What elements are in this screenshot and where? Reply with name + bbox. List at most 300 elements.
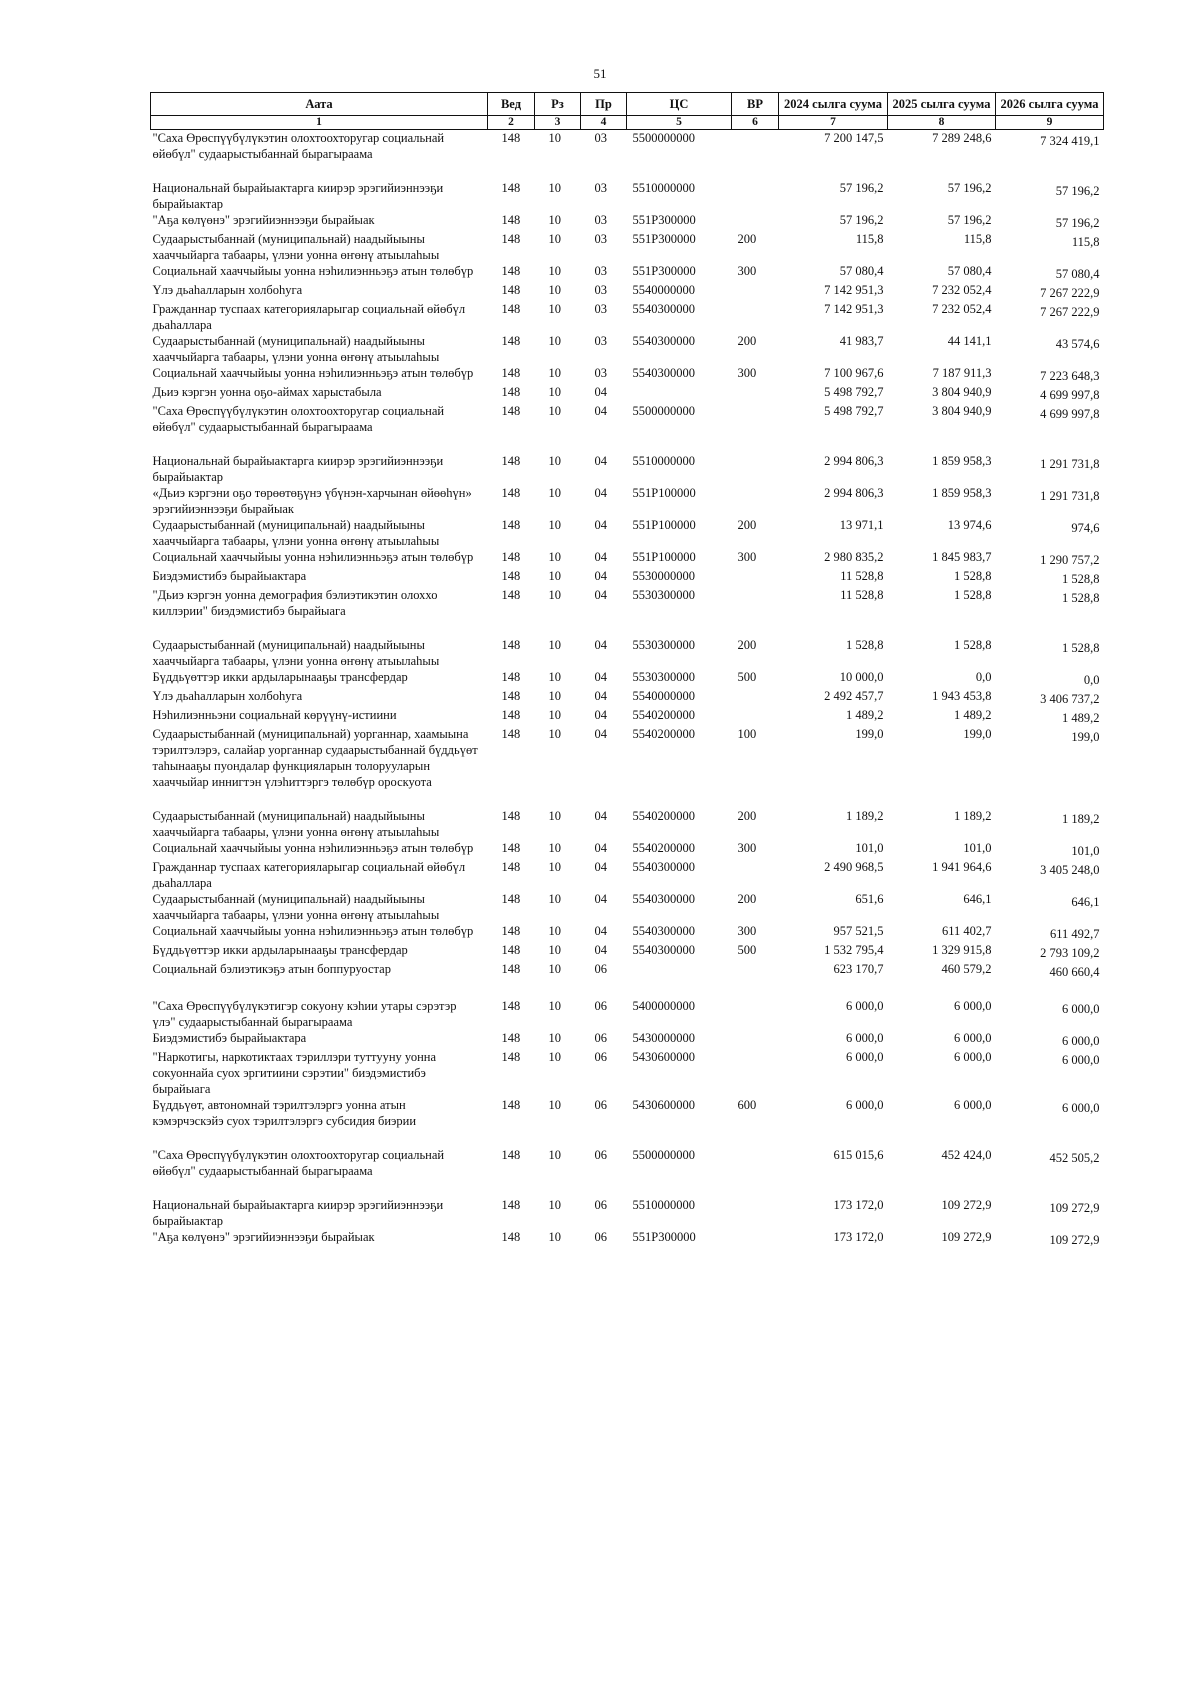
row-name: Судаарыстыбаннай (муниципальнай) наадыйыыны хааччыйарга табаары, үлэни уонна өҥөнү атыылаһыы bbox=[152, 809, 440, 839]
row-amount-2025: 44 141,1 bbox=[947, 334, 992, 348]
row-vr: 300 bbox=[737, 264, 757, 278]
row-rz: 10 bbox=[548, 924, 561, 938]
table-row bbox=[151, 859, 1104, 891]
table-row bbox=[151, 301, 1104, 333]
table-row bbox=[151, 961, 1104, 980]
table-row bbox=[151, 669, 1104, 688]
row-vr bbox=[732, 384, 779, 403]
row-amount-2026: 109 272,9 bbox=[1049, 1233, 1100, 1247]
row-pr: 03 bbox=[594, 181, 607, 195]
row-pr: 06 bbox=[594, 1031, 607, 1045]
row-amount-2024: 101,0 bbox=[855, 841, 884, 855]
row-amount-2026: 1 290 757,2 bbox=[1040, 553, 1100, 567]
row-vr: 300 bbox=[737, 550, 757, 564]
row-cs: 551P100000 bbox=[632, 550, 696, 564]
table-row bbox=[151, 840, 1104, 859]
row-vr: 200 bbox=[737, 638, 757, 652]
row-amount-2026: 6 000,0 bbox=[1062, 1101, 1100, 1115]
header-2025: 2025 сылга суума bbox=[888, 93, 996, 116]
row-pr: 04 bbox=[594, 550, 607, 564]
row-ved: 148 bbox=[501, 486, 521, 500]
row-rz: 10 bbox=[548, 860, 561, 874]
row-cs: 5540300000 bbox=[632, 924, 695, 938]
row-ved: 148 bbox=[501, 1198, 521, 1212]
column-number-row bbox=[151, 116, 1104, 130]
header-name: Аата bbox=[151, 93, 488, 116]
row-pr: 04 bbox=[594, 860, 607, 874]
row-amount-2025: 57 196,2 bbox=[947, 213, 992, 227]
row-amount-2026: 1 528,8 bbox=[1062, 591, 1100, 605]
row-amount-2026: 4 699 997,8 bbox=[1040, 407, 1100, 421]
row-amount-2024: 11 528,8 bbox=[840, 588, 884, 602]
row-vr: 200 bbox=[737, 334, 757, 348]
row-rz: 10 bbox=[548, 962, 561, 976]
row-spacer-cell bbox=[151, 1179, 1104, 1197]
row-spacer-cell bbox=[151, 1129, 1104, 1147]
row-cs: 5540300000 bbox=[632, 892, 695, 906]
row-ved: 148 bbox=[501, 385, 521, 399]
row-spacer-cell bbox=[151, 980, 1104, 998]
row-spacer bbox=[151, 435, 1104, 453]
row-name: Судаарыстыбаннай (муниципальнай) наадыйыыны хааччыйарга табаары, үлэни уонна өҥөнү атыылаһыы bbox=[152, 518, 440, 548]
row-name: Судаарыстыбаннай (муниципальнай) наадыйыыны хааччыйарга табаары, үлэни уонна өҥөнү атыылаһыы bbox=[152, 638, 440, 668]
table-row bbox=[151, 263, 1104, 282]
row-amount-2024: 10 000,0 bbox=[839, 670, 884, 684]
row-ved: 148 bbox=[501, 569, 521, 583]
row-amount-2025: 1 329 915,8 bbox=[932, 943, 992, 957]
row-amount-2026: 57 196,2 bbox=[1055, 216, 1100, 230]
row-ved: 148 bbox=[501, 1148, 521, 1162]
table-row bbox=[151, 1147, 1104, 1179]
table-row bbox=[151, 453, 1104, 485]
row-cs bbox=[627, 384, 732, 403]
row-rz: 10 bbox=[548, 1148, 561, 1162]
row-amount-2024: 173 172,0 bbox=[833, 1198, 884, 1212]
table-row bbox=[151, 517, 1104, 549]
row-vr bbox=[732, 707, 779, 726]
row-amount-2024: 2 994 806,3 bbox=[824, 486, 884, 500]
row-amount-2026: 1 291 731,8 bbox=[1040, 457, 1100, 471]
row-name: Судаарыстыбаннай (муниципальнай) наадыйыыны хааччыйарга табаары, үлэни уонна өҥөнү атыылаһыы bbox=[152, 232, 440, 262]
row-name: "Саха Өрөспүүбүлүкэтин олохтоохторугар социальнай өйөбүл" судаарыстыбаннай бырагыраама bbox=[152, 131, 445, 161]
row-cs: 551P100000 bbox=[632, 486, 696, 500]
row-amount-2025: 1 528,8 bbox=[954, 588, 992, 602]
row-amount-2024: 7 142 951,3 bbox=[824, 302, 884, 316]
row-name: "Саха Өрөспүүбүлүкэтигэр сокуону кэһии утары сэрэтэр үлэ" судаарыстыбаннай бырагыраама bbox=[152, 999, 457, 1029]
row-vr bbox=[732, 688, 779, 707]
row-amount-2025: 1 489,2 bbox=[954, 708, 992, 722]
row-amount-2025: 1 859 958,3 bbox=[932, 486, 992, 500]
row-pr: 04 bbox=[594, 689, 607, 703]
row-amount-2026: 7 267 222,9 bbox=[1040, 286, 1100, 300]
row-cs: 551P300000 bbox=[632, 264, 696, 278]
row-cs: 5510000000 bbox=[632, 1198, 695, 1212]
row-rz: 10 bbox=[548, 1098, 561, 1112]
row-rz: 10 bbox=[548, 841, 561, 855]
row-cs: 5500000000 bbox=[632, 1148, 695, 1162]
row-name: Үлэ дьаһалларын холбоһуга bbox=[152, 283, 303, 297]
table-row bbox=[151, 130, 1104, 163]
row-pr: 04 bbox=[594, 588, 607, 602]
row-amount-2024: 6 000,0 bbox=[846, 1098, 884, 1112]
row-amount-2026: 0,0 bbox=[1083, 673, 1100, 687]
row-amount-2025: 0,0 bbox=[975, 670, 992, 684]
row-spacer bbox=[151, 162, 1104, 180]
row-rz: 10 bbox=[548, 727, 561, 741]
column-number: 5 bbox=[627, 116, 732, 130]
row-amount-2026: 3 406 737,2 bbox=[1040, 692, 1100, 706]
row-ved: 148 bbox=[501, 841, 521, 855]
row-amount-2025: 1 859 958,3 bbox=[932, 454, 992, 468]
row-vr bbox=[732, 1147, 779, 1179]
row-rz: 10 bbox=[548, 213, 561, 227]
row-name: Национальнай бырайыактарга киирэр эрэгийиэннээҕи бырайыактар bbox=[152, 454, 444, 484]
row-ved: 148 bbox=[501, 1230, 521, 1244]
row-amount-2026: 1 489,2 bbox=[1062, 711, 1100, 725]
row-cs: 5540300000 bbox=[632, 334, 695, 348]
row-name: «Дьиэ кэргэни оҕо төрөөтөҕүнэ үбүнэн-харчынан өйөөһүн» эрэгийиэннээҕи бырайыак bbox=[152, 486, 472, 516]
row-cs: 5530000000 bbox=[632, 569, 695, 583]
row-rz: 10 bbox=[548, 1031, 561, 1045]
row-vr: 200 bbox=[737, 232, 757, 246]
table-row bbox=[151, 688, 1104, 707]
header-pr: Пр bbox=[581, 93, 627, 116]
row-pr: 03 bbox=[594, 302, 607, 316]
row-amount-2024: 57 196,2 bbox=[839, 181, 884, 195]
row-amount-2026: 6 000,0 bbox=[1062, 1002, 1100, 1016]
row-name: Национальнай бырайыактарга киирэр эрэгийиэннээҕи бырайыактар bbox=[152, 1198, 444, 1228]
table-row bbox=[151, 212, 1104, 231]
row-pr: 03 bbox=[594, 334, 607, 348]
table-row bbox=[151, 1097, 1104, 1129]
row-amount-2025: 6 000,0 bbox=[954, 999, 992, 1013]
table-row bbox=[151, 1030, 1104, 1049]
row-amount-2025: 199,0 bbox=[963, 727, 992, 741]
row-amount-2025: 3 804 940,9 bbox=[932, 385, 992, 399]
row-ved: 148 bbox=[501, 213, 521, 227]
row-vr bbox=[732, 301, 779, 333]
row-ved: 148 bbox=[501, 454, 521, 468]
row-vr bbox=[732, 1030, 779, 1049]
row-pr: 04 bbox=[594, 841, 607, 855]
row-rz: 10 bbox=[548, 385, 561, 399]
header-2024: 2024 сылга суума bbox=[779, 93, 888, 116]
row-rz: 10 bbox=[548, 588, 561, 602]
row-vr bbox=[732, 212, 779, 231]
row-amount-2026: 1 291 731,8 bbox=[1040, 489, 1100, 503]
column-number: 2 bbox=[488, 116, 535, 130]
row-vr: 300 bbox=[737, 924, 757, 938]
row-rz: 10 bbox=[548, 1198, 561, 1212]
row-amount-2024: 173 172,0 bbox=[833, 1230, 884, 1244]
table-row bbox=[151, 403, 1104, 435]
table-row bbox=[151, 998, 1104, 1030]
row-pr: 03 bbox=[594, 366, 607, 380]
row-spacer-cell bbox=[151, 435, 1104, 453]
row-pr: 06 bbox=[594, 962, 607, 976]
row-name: "Саха Өрөспүүбүлүкэтин олохтоохторугар социальнай өйөбүл" судаарыстыбаннай бырагыраама bbox=[152, 1148, 445, 1178]
row-name: "Аҕа көлүөнэ" эрэгийиэннээҕи бырайыак bbox=[152, 213, 375, 227]
row-amount-2024: 199,0 bbox=[855, 727, 884, 741]
row-cs: 5540000000 bbox=[632, 283, 695, 297]
row-vr bbox=[732, 180, 779, 212]
row-amount-2024: 2 994 806,3 bbox=[824, 454, 884, 468]
row-pr: 04 bbox=[594, 638, 607, 652]
row-name: Бүддьүөт, автономнай тэрилтэлэргэ уонна атын кэмэрчэскэйэ суох тэрилтэлэргэ субсидия биэрии bbox=[152, 1098, 417, 1128]
row-amount-2024: 1 489,2 bbox=[846, 708, 884, 722]
row-ved: 148 bbox=[501, 302, 521, 316]
row-rz: 10 bbox=[548, 264, 561, 278]
row-vr: 300 bbox=[737, 366, 757, 380]
row-ved: 148 bbox=[501, 131, 521, 145]
row-amount-2024: 1 532 795,4 bbox=[824, 943, 884, 957]
row-name: Судаарыстыбаннай (муниципальнай) уорганнар, хаамыына тэрилтэлэрэ, салайар уорганнар судаарыстыбаннай бүддьүөт таһынааҕы пуондалар функцияларын толорууларын хааччыйар иннигтэн үлэһиттэргэ төлөбүр ороскуота bbox=[152, 727, 478, 789]
row-cs: 551P300000 bbox=[632, 232, 696, 246]
row-rz: 10 bbox=[548, 334, 561, 348]
row-cs: 5430600000 bbox=[632, 1050, 695, 1064]
row-amount-2025: 7 187 911,3 bbox=[932, 366, 992, 380]
row-amount-2026: 974,6 bbox=[1071, 521, 1100, 535]
row-amount-2024: 2 492 457,7 bbox=[824, 689, 884, 703]
row-rz: 10 bbox=[548, 1230, 561, 1244]
row-pr: 04 bbox=[594, 924, 607, 938]
row-amount-2025: 7 232 052,4 bbox=[932, 302, 992, 316]
header-2026: 2026 сылга суума bbox=[996, 93, 1104, 116]
table-row bbox=[151, 891, 1104, 923]
row-cs: 5540000000 bbox=[632, 689, 695, 703]
row-ved: 148 bbox=[501, 999, 521, 1013]
row-pr: 04 bbox=[594, 518, 607, 532]
row-rz: 10 bbox=[548, 689, 561, 703]
row-name: Социальнай бэлиэтикэҕэ атын боппуруостар bbox=[152, 962, 391, 976]
row-ved: 148 bbox=[501, 1050, 521, 1064]
row-amount-2024: 7 200 147,5 bbox=[824, 131, 884, 145]
header-ved: Вед bbox=[488, 93, 535, 116]
row-rz: 10 bbox=[548, 569, 561, 583]
row-ved: 148 bbox=[501, 638, 521, 652]
row-amount-2025: 1 845 983,7 bbox=[932, 550, 992, 564]
row-amount-2026: 1 528,8 bbox=[1062, 572, 1100, 586]
row-amount-2025: 109 272,9 bbox=[941, 1230, 992, 1244]
row-cs: 551P100000 bbox=[632, 518, 696, 532]
table-row bbox=[151, 1197, 1104, 1229]
row-amount-2026: 452 505,2 bbox=[1049, 1151, 1100, 1165]
row-amount-2024: 6 000,0 bbox=[846, 1050, 884, 1064]
row-ved: 148 bbox=[501, 366, 521, 380]
row-name: Судаарыстыбаннай (муниципальнай) наадыйыыны хааччыйарга табаары, үлэни уонна өҥөнү атыылаһыы bbox=[152, 892, 440, 922]
row-pr: 04 bbox=[594, 385, 607, 399]
row-ved: 148 bbox=[501, 550, 521, 564]
row-amount-2026: 57 080,4 bbox=[1055, 267, 1100, 281]
row-name: Биэдэмистибэ бырайыактара bbox=[152, 1031, 307, 1045]
row-cs: 5540200000 bbox=[632, 841, 695, 855]
row-pr: 06 bbox=[594, 1148, 607, 1162]
row-amount-2024: 1 528,8 bbox=[846, 638, 884, 652]
row-pr: 04 bbox=[594, 569, 607, 583]
row-rz: 10 bbox=[548, 1050, 561, 1064]
row-rz: 10 bbox=[548, 486, 561, 500]
row-pr: 06 bbox=[594, 999, 607, 1013]
row-name: "Дьиэ кэргэн уонна демография бэлиэтикэтин олоххо киллэрии" биэдэмистибэ бырайыага bbox=[152, 588, 438, 618]
row-amount-2024: 957 521,5 bbox=[833, 924, 884, 938]
row-pr: 03 bbox=[594, 232, 607, 246]
row-name: "Наркотигы, наркотиктаах тэриллэри туттууну уонна сокуоннайа суох эргитиини сэрэтии" биэдэмистибэ бырайыага bbox=[152, 1050, 437, 1096]
table-row bbox=[151, 587, 1104, 619]
row-ved: 148 bbox=[501, 232, 521, 246]
row-cs: 5540200000 bbox=[632, 708, 695, 722]
row-vr bbox=[732, 587, 779, 619]
row-ved: 148 bbox=[501, 924, 521, 938]
row-ved: 148 bbox=[501, 892, 521, 906]
row-vr: 600 bbox=[737, 1098, 757, 1112]
row-name: Социальнай хааччыйыы уонна нэһилиэнньэҕэ атын төлөбүр bbox=[152, 264, 474, 278]
row-spacer bbox=[151, 790, 1104, 808]
row-amount-2026: 3 405 248,0 bbox=[1040, 863, 1100, 877]
row-cs bbox=[627, 961, 732, 980]
row-ved: 148 bbox=[501, 962, 521, 976]
row-amount-2026: 611 492,7 bbox=[1049, 927, 1100, 941]
row-amount-2024: 6 000,0 bbox=[846, 999, 884, 1013]
row-amount-2026: 646,1 bbox=[1071, 895, 1100, 909]
table-row bbox=[151, 1049, 1104, 1097]
row-pr: 06 bbox=[594, 1098, 607, 1112]
row-amount-2024: 57 080,4 bbox=[839, 264, 884, 278]
row-spacer bbox=[151, 619, 1104, 637]
row-amount-2024: 5 498 792,7 bbox=[824, 385, 884, 399]
row-vr: 200 bbox=[737, 518, 757, 532]
table-row bbox=[151, 485, 1104, 517]
row-amount-2025: 101,0 bbox=[963, 841, 992, 855]
row-amount-2025: 611 402,7 bbox=[941, 924, 992, 938]
table-row bbox=[151, 282, 1104, 301]
table-row bbox=[151, 1229, 1104, 1248]
row-amount-2024: 6 000,0 bbox=[846, 1031, 884, 1045]
row-pr: 04 bbox=[594, 943, 607, 957]
row-amount-2025: 1 189,2 bbox=[954, 809, 992, 823]
page-number: 51 bbox=[593, 66, 607, 81]
row-rz: 10 bbox=[548, 181, 561, 195]
row-amount-2026: 6 000,0 bbox=[1062, 1034, 1100, 1048]
row-rz: 10 bbox=[548, 943, 561, 957]
row-name: Үлэ дьаһалларын холбоһуга bbox=[152, 689, 303, 703]
row-pr: 04 bbox=[594, 727, 607, 741]
row-amount-2024: 623 170,7 bbox=[833, 962, 884, 976]
row-amount-2025: 1 943 453,8 bbox=[932, 689, 992, 703]
row-ved: 148 bbox=[501, 283, 521, 297]
row-cs: 5540300000 bbox=[632, 302, 695, 316]
row-vr bbox=[732, 998, 779, 1030]
row-name: Биэдэмистибэ бырайыактара bbox=[152, 569, 307, 583]
row-amount-2024: 13 971,1 bbox=[839, 518, 884, 532]
row-amount-2024: 7 142 951,3 bbox=[824, 283, 884, 297]
row-name: Социальнай хааччыйыы уонна нэһилиэнньэҕэ атын төлөбүр bbox=[152, 550, 474, 564]
row-ved: 148 bbox=[501, 181, 521, 195]
row-vr bbox=[732, 568, 779, 587]
row-amount-2024: 1 189,2 bbox=[846, 809, 884, 823]
row-cs: 5400000000 bbox=[632, 999, 695, 1013]
column-number: 9 bbox=[996, 116, 1104, 130]
row-vr bbox=[732, 1197, 779, 1229]
row-amount-2024: 41 983,7 bbox=[839, 334, 884, 348]
row-amount-2024: 2 980 835,2 bbox=[824, 550, 884, 564]
row-rz: 10 bbox=[548, 283, 561, 297]
row-ved: 148 bbox=[501, 670, 521, 684]
column-number: 8 bbox=[888, 116, 996, 130]
row-amount-2025: 6 000,0 bbox=[954, 1098, 992, 1112]
row-vr: 500 bbox=[737, 943, 757, 957]
column-number: 3 bbox=[535, 116, 581, 130]
row-vr bbox=[732, 859, 779, 891]
row-amount-2025: 460 579,2 bbox=[941, 962, 992, 976]
row-vr: 200 bbox=[737, 892, 757, 906]
row-amount-2025: 1 941 964,6 bbox=[932, 860, 992, 874]
table-row bbox=[151, 384, 1104, 403]
row-cs: 5510000000 bbox=[632, 454, 695, 468]
row-name: Социальнай хааччыйыы уонна нэһилиэнньэҕэ атын төлөбүр bbox=[152, 366, 474, 380]
row-rz: 10 bbox=[548, 550, 561, 564]
row-pr: 04 bbox=[594, 809, 607, 823]
table-row bbox=[151, 707, 1104, 726]
table-row bbox=[151, 180, 1104, 212]
row-name: Социальнай хааччыйыы уонна нэһилиэнньэҕэ атын төлөбүр bbox=[152, 924, 474, 938]
row-amount-2026: 7 223 648,3 bbox=[1040, 369, 1100, 383]
row-name: Бүддьүөттэр икки ардыларынааҕы трансфердар bbox=[152, 943, 408, 957]
row-amount-2026: 460 660,4 bbox=[1049, 965, 1100, 979]
row-amount-2026: 4 699 997,8 bbox=[1040, 388, 1100, 402]
row-amount-2026: 6 000,0 bbox=[1062, 1053, 1100, 1067]
row-amount-2024: 2 490 968,5 bbox=[824, 860, 884, 874]
row-amount-2025: 452 424,0 bbox=[941, 1148, 992, 1162]
row-pr: 03 bbox=[594, 131, 607, 145]
row-ved: 148 bbox=[501, 518, 521, 532]
row-amount-2026: 1 528,8 bbox=[1062, 641, 1100, 655]
row-rz: 10 bbox=[548, 892, 561, 906]
row-vr bbox=[732, 403, 779, 435]
table-row bbox=[151, 942, 1104, 961]
table-row bbox=[151, 808, 1104, 840]
row-vr bbox=[732, 130, 779, 163]
row-amount-2025: 3 804 940,9 bbox=[932, 404, 992, 418]
row-pr: 04 bbox=[594, 708, 607, 722]
row-pr: 04 bbox=[594, 892, 607, 906]
table-row bbox=[151, 726, 1104, 790]
row-amount-2025: 6 000,0 bbox=[954, 1050, 992, 1064]
table-row bbox=[151, 333, 1104, 365]
row-rz: 10 bbox=[548, 131, 561, 145]
row-cs: 5510000000 bbox=[632, 181, 695, 195]
row-amount-2025: 1 528,8 bbox=[954, 638, 992, 652]
row-amount-2025: 7 232 052,4 bbox=[932, 283, 992, 297]
row-amount-2026: 115,8 bbox=[1071, 235, 1100, 249]
header-cs: ЦС bbox=[627, 93, 732, 116]
row-pr: 03 bbox=[594, 264, 607, 278]
row-amount-2026: 7 267 222,9 bbox=[1040, 305, 1100, 319]
row-amount-2026: 199,0 bbox=[1071, 730, 1100, 744]
budget-table bbox=[150, 92, 1104, 1248]
row-vr bbox=[732, 1049, 779, 1097]
row-amount-2026: 2 793 109,2 bbox=[1040, 946, 1100, 960]
row-amount-2024: 57 196,2 bbox=[839, 213, 884, 227]
row-name: Гражданнар туспаах категорияларыгар социальнай өйөбүл дьаһаллара bbox=[152, 302, 466, 332]
row-vr: 500 bbox=[737, 670, 757, 684]
row-cs: 551P300000 bbox=[632, 1230, 696, 1244]
row-vr bbox=[732, 485, 779, 517]
row-ved: 148 bbox=[501, 809, 521, 823]
row-rz: 10 bbox=[548, 708, 561, 722]
table-row bbox=[151, 549, 1104, 568]
row-amount-2026: 109 272,9 bbox=[1049, 1201, 1100, 1215]
row-ved: 148 bbox=[501, 264, 521, 278]
